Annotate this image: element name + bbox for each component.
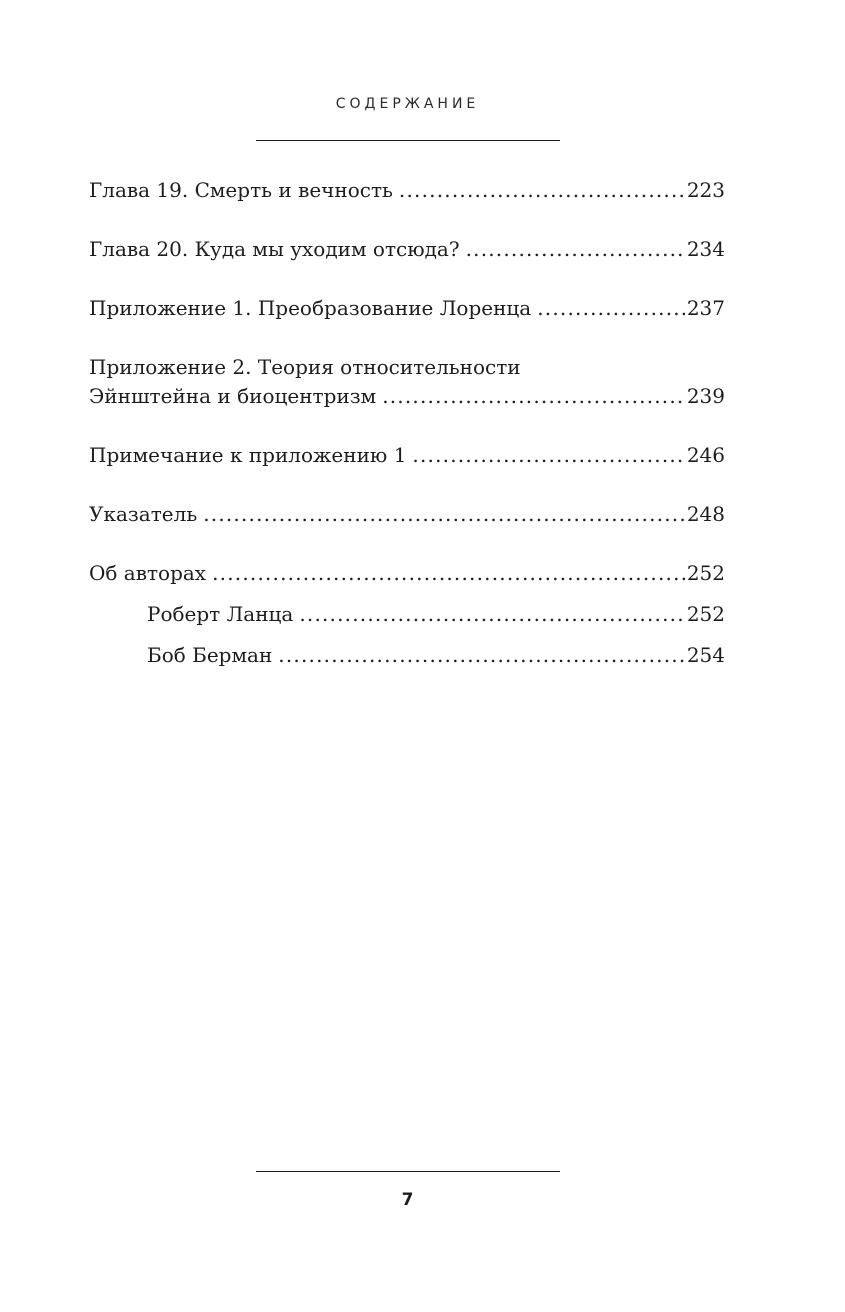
toc-entry-page: 239	[686, 384, 725, 408]
dot-leader	[412, 441, 684, 470]
dot-leader	[212, 559, 685, 588]
page-header-title: СОДЕРЖАНИЕ	[335, 96, 480, 112]
dot-leader	[537, 294, 685, 323]
toc-entry-page: 254	[686, 643, 725, 667]
header-rule	[256, 140, 560, 141]
toc-entry-appendix-2[interactable]	[89, 353, 725, 411]
toc-entry-robert-lanza[interactable]	[89, 600, 725, 629]
toc-entry-title: Эйнштейна и биоцентризм	[89, 384, 377, 408]
toc-entry-page: 246	[686, 443, 725, 467]
toc-entry-title: Приложение 1. Преобразование Лоренца	[89, 296, 532, 320]
toc-entry-about-authors[interactable]	[89, 559, 725, 588]
dot-leader	[399, 176, 685, 205]
toc-entry-page: 248	[686, 502, 725, 526]
footer-rule	[256, 1171, 560, 1172]
toc-entry-chapter-19[interactable]	[89, 176, 725, 205]
toc-entry-page: 252	[686, 561, 725, 585]
dot-leader	[278, 641, 685, 670]
dot-leader	[203, 500, 685, 529]
dot-leader	[299, 600, 684, 629]
toc-entry-page: 234	[686, 237, 725, 261]
toc-entry-title: Примечание к приложению 1	[89, 443, 407, 467]
dot-leader	[382, 382, 685, 411]
table-of-contents	[89, 176, 725, 682]
toc-entry-title: Глава 20. Куда мы уходим отсюда?	[89, 237, 460, 261]
toc-entry-title: Указатель	[89, 502, 198, 526]
page-number: 7	[401, 1190, 414, 1210]
toc-entry-bob-berman[interactable]	[89, 641, 725, 670]
dot-leader	[466, 235, 685, 264]
toc-entry-appendix-1[interactable]	[89, 294, 725, 323]
toc-entry-chapter-20[interactable]	[89, 235, 725, 264]
toc-entry-title: Боб Берман	[147, 643, 273, 667]
toc-entry-title: Роберт Ланца	[147, 602, 294, 626]
toc-entry-page: 223	[686, 178, 725, 202]
toc-entry-index[interactable]	[89, 500, 725, 529]
toc-entry-title: Глава 19. Смерть и вечность	[89, 178, 393, 202]
toc-entry-appendix-note[interactable]	[89, 441, 725, 470]
toc-entry-page: 252	[686, 602, 725, 626]
toc-entry-title-line1: Приложение 2. Теория относительности	[89, 355, 521, 379]
toc-entry-title: Об авторах	[89, 561, 207, 585]
toc-entry-page: 237	[686, 296, 725, 320]
